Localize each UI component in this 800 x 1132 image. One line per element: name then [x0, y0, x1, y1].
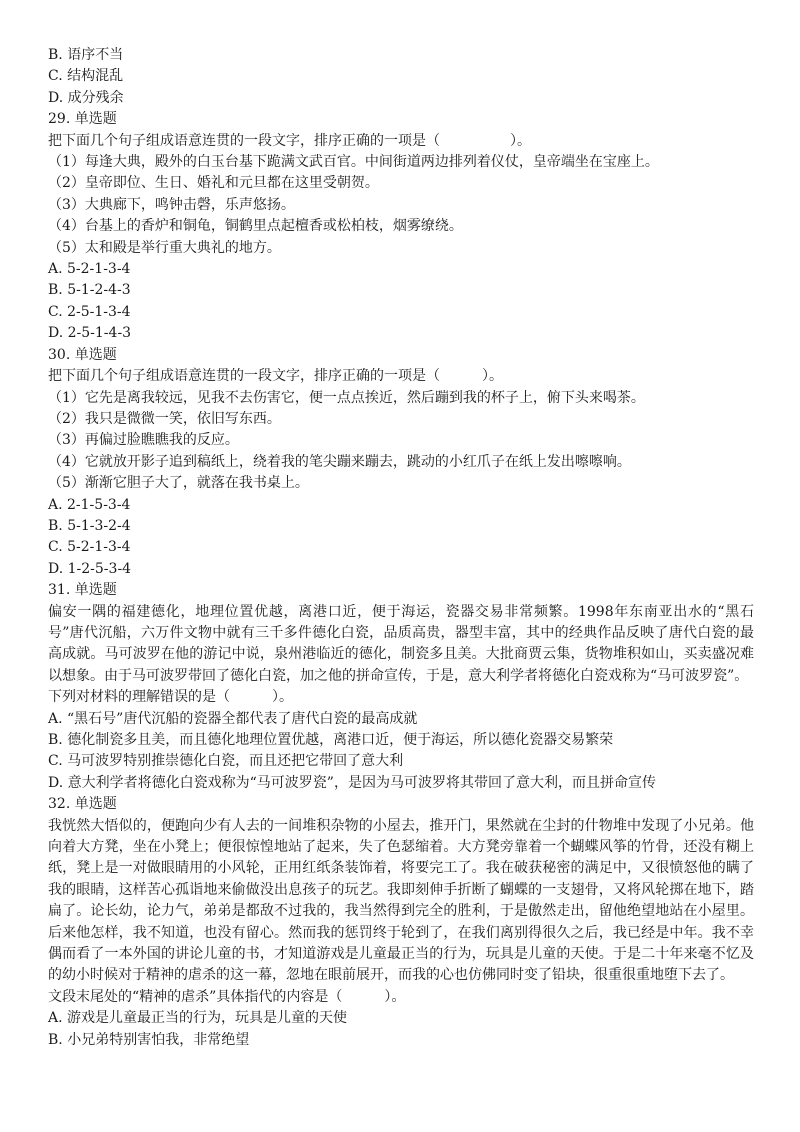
sentence-1: （1）它先是离我较远，见我不去伤害它，便一点点挨近，然后蹦到我的杯子上，俯下头来喝茶。 — [48, 389, 645, 406]
option-c: C. 2-5-1-3-4 — [48, 303, 131, 320]
option-c: C. 结构混乱 — [48, 68, 124, 85]
question-29 — [48, 109, 754, 344]
option-a: A. 游戏是儿童最正当的行为，玩具是儿童的天使 — [48, 1010, 348, 1027]
question-header: 30. 单选题 — [48, 346, 117, 363]
sentence-1: （1）每逢大典，殿外的白玉台基下跪满文武百官。中间街道两边排列着仪仗，皇帝端坐在宝座上。 — [48, 154, 659, 171]
question-31 — [48, 580, 754, 794]
sentence-5: （5）渐渐它胆子大了，就落在我书桌上。 — [48, 475, 309, 492]
q28-options — [48, 45, 754, 109]
question-32 — [48, 794, 754, 1051]
option-d: D. 2-5-1-4-3 — [48, 325, 132, 342]
question-stem: 把下面几个句子组成语意连贯的一段文字，排序正确的一项是（ ）。 — [48, 132, 531, 149]
option-d: D. 成分残余 — [48, 89, 124, 106]
option-b: B. 5-1-3-2-4 — [48, 517, 131, 534]
question-30 — [48, 345, 754, 580]
sentence-4: （4）它就放开影子追到稿纸上，绕着我的笔尖蹦来蹦去，跳动的小红爪子在纸上发出嚓嚓响。 — [48, 453, 631, 470]
option-b: B. 5-1-2-4-3 — [48, 282, 131, 299]
option-a: A. 2-1-5-3-4 — [48, 496, 131, 513]
option-a: A. “黑石号”唐代沉船的瓷器全都代表了唐代白瓷的最高成就 — [48, 710, 418, 727]
option-b: B. 语序不当 — [48, 47, 124, 63]
sentence-2: （2）我只是微微一笑，依旧写东西。 — [48, 410, 281, 427]
question-header: 31. 单选题 — [48, 582, 117, 599]
sentence-3: （3）大典廊下，鸣钟击磬，乐声悠扬。 — [48, 196, 295, 213]
sentence-3: （3）再偏过脸瞧瞧我的反应。 — [48, 432, 239, 449]
option-c: C. 马可波罗特别推崇德化白瓷，而且还把它带回了意大利 — [48, 753, 404, 770]
option-d: D. 1-2-5-3-4 — [48, 560, 132, 577]
option-d: D. 意大利学者将德化白瓷戏称为“马可波罗瓷”，是因为马可波罗将其带回了意大利，而且拼命宣传 — [48, 774, 656, 791]
option-b: B. 小兄弟特别害怕我，非常绝望 — [48, 1031, 250, 1048]
option-b: B. 德化制瓷多且美，而且德化地理位置优越，离港口近，便于海运，所以德化瓷器交易繁荣 — [48, 732, 614, 748]
option-a: A. 5-2-1-3-4 — [48, 261, 131, 278]
question-stem: 把下面几个句子组成语意连贯的一段文字，排序正确的一项是（ ）。 — [48, 368, 503, 385]
reading-passage: 偏安一隅的福建德化，地理位置优越，离港口近，便于海运，瓷器交易非常频繁。1998年东南亚出水的“黑石号”唐代沉船，六万件文物中就有三千多件德化白瓷，品质高贵，器型丰富，其中的经典作品反映了唐代白瓷的最高成就。马可波罗在他的游记中说，泉州港临近的德化，制瓷多且美。大批商贾云集，货物堆积如山，买卖盛况难以想象。由于马可波罗带回了德化白瓷，加之他的拼命宣传，于是，意大利学者将德化白瓷戏称为“马可波罗瓷”。 — [48, 603, 754, 684]
sentence-2: （2）皇帝即位、生日、婚礼和元旦都在这里受朝贺。 — [48, 175, 379, 192]
question-stem: 下列对材料的理解错误的是（ ）。 — [48, 689, 293, 706]
question-header: 32. 单选题 — [48, 796, 117, 813]
sentence-5: （5）太和殿是举行重大典礼的地方。 — [48, 239, 281, 256]
question-stem: 文段末尾处的“精神的虐杀”具体指代的内容是（ ）。 — [48, 988, 406, 1005]
option-c: C. 5-2-1-3-4 — [48, 539, 131, 556]
sentence-4: （4）台基上的香炉和铜龟，铜鹤里点起檀香或松柏枝，烟雾缭绕。 — [48, 218, 463, 235]
reading-passage: 我恍然大悟似的，便跑向少有人去的一间堆积杂物的小屋去，推开门，果然就在尘封的什物堆中发现了小兄弟。他向着大方凳，坐在小凳上；便很惊惶地站了起来，失了色瑟缩着。大方凳旁靠着一个蝴蝶风筝的竹骨，还没有糊上纸，凳上是一对做眼睛用的小风轮，正用红纸条装饰着，将要完工了。我在破获秘密的满足中，又很愤怒他的瞒了我的眼睛，这样苦心孤诣地来偷做没出息孩子的玩艺。我即刻伸手折断了蝴蝶的一支翅骨，又将风轮掷在地下，踏扁了。论长幼，论力气，弟弟是都敌不过我的，我当然得到完全的胜利，于是傲然走出，留他绝望地站在小屋里。后来他怎样，我不知道，也没有留心。然而我的惩罚终于轮到了，在我们离别得很久之后，我已经是中年。我不幸偶而看了一本外国的讲论儿童的书，才知道游戏是儿童最正当的行为，玩具是儿童的天使。于是二十年来毫不忆及的幼小时候对于精神的虐杀的这一幕，忽地在眼前展开，而我的心也仿佛同时变了铅块，很重很重地堕下去了。 — [48, 817, 754, 984]
question-header: 29. 单选题 — [48, 111, 117, 128]
